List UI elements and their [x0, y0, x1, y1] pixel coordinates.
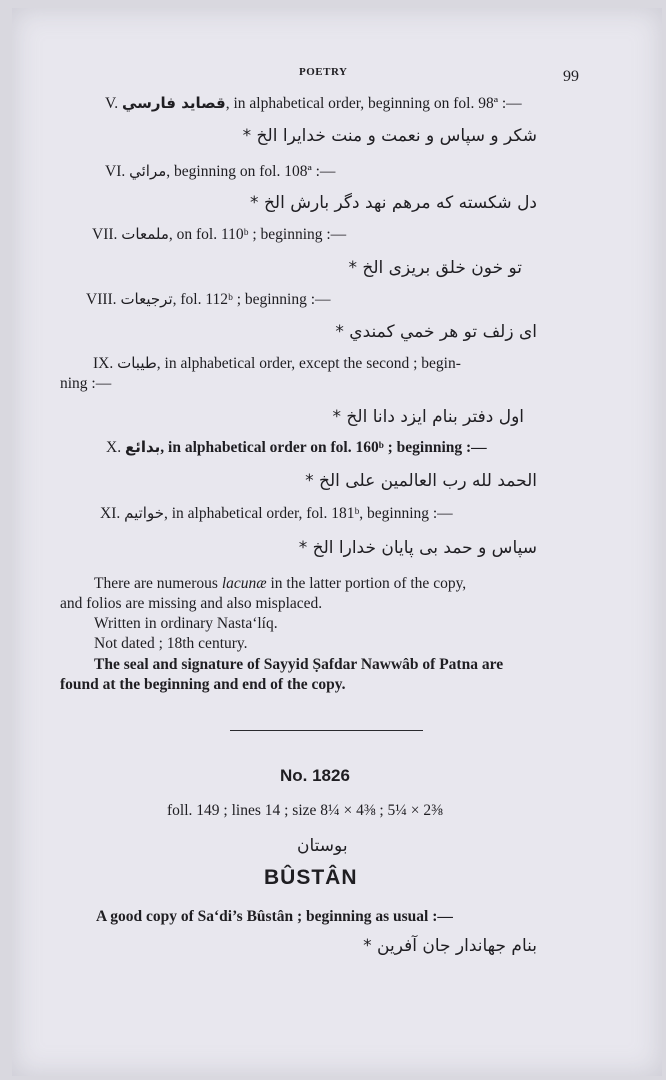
entry-text: , fol. 112ᵇ ; beginning :—: [172, 291, 331, 308]
entry-ix: [93, 354, 461, 373]
entry-vii: [92, 225, 346, 244]
persian-title: بوستان: [297, 836, 348, 856]
page-number: 99: [563, 68, 579, 85]
notes-line-6: found at the beginning and end of the copy.: [60, 676, 346, 693]
entry-x-verse: الحمد لله رب العالمین علی الخ *: [305, 471, 537, 491]
section-divider: [230, 730, 423, 731]
entry-xi-verse: سپاس و حمد بی پایان خدارا الخ *: [298, 538, 537, 558]
entry-ix-verse: اول دفتر بنام ایزد دانا الخ *: [332, 407, 524, 427]
running-head: POETRY: [299, 66, 348, 78]
entry-arabic-heading: مرائي: [129, 162, 167, 180]
entry-v-verse: شکر و سپاس و نعمت و منت خدایرا الخ *: [242, 126, 537, 146]
notes-italic-term: lacunæ: [221, 575, 267, 592]
entry-vii-verse: تو خون خلق بریزی الخ *: [348, 258, 522, 278]
entry-viii-verse: ای زلف تو هر خمي کمندي *: [335, 322, 537, 342]
entry-ix-continued: ning :—: [60, 375, 112, 392]
entry-text: , in alphabetical order on fol. 160ᵇ ; beginning :—: [160, 439, 487, 456]
entry-arabic-heading: بدائع: [124, 438, 161, 456]
entry-number: V.: [105, 95, 119, 112]
entry-number: IX.: [93, 355, 114, 372]
manuscript-description: A good copy of Sa‘di’s Bûstân ; beginning as usual :—: [96, 908, 453, 925]
book-page: [12, 8, 662, 1076]
entry-arabic-heading: ملمعات: [121, 225, 169, 243]
notes-line-3: Written in ordinary Nasta‘líq.: [94, 615, 278, 632]
entry-number: VI.: [105, 163, 126, 180]
entry-number: XI.: [100, 505, 121, 522]
notes-text: There are numerous: [94, 575, 222, 592]
entry-arabic-heading: خواتيم: [124, 504, 164, 522]
entry-text: , in alphabetical order, beginning on fol. 98ª :—: [225, 95, 522, 112]
manuscript-details: foll. 149 ; lines 14 ; size 8¼ × 4⅜ ; 5¼ × 2⅜: [167, 802, 443, 819]
entry-vi: [105, 162, 335, 181]
manuscript-number: No. 1826: [280, 766, 350, 785]
entry-vi-verse: دل شکسته که مرهم نهد دگر بارش الخ *: [250, 193, 537, 213]
notes-text: in the latter portion of the copy,: [266, 575, 467, 592]
entry-text: , beginning on fol. 108ª :—: [166, 163, 336, 180]
entry-arabic-heading: طيبات: [117, 354, 157, 372]
entry-x: [106, 438, 487, 457]
notes-line-2: and folios are missing and also misplaced.: [60, 595, 323, 612]
manuscript-opening-verse: بنام جهاندار جان آفرین *: [363, 936, 537, 956]
entry-number: VIII.: [86, 291, 117, 308]
manuscript-title: BÛSTÂN: [264, 866, 358, 889]
notes-line-1: [94, 573, 466, 595]
entry-xi: [100, 504, 453, 523]
entry-arabic-heading: قصايد فارسي: [121, 94, 226, 112]
entry-text: , in alphabetical order, except the second ; begin-: [156, 355, 461, 372]
entry-text: , on fol. 110ᵇ ; beginning :—: [168, 226, 347, 243]
notes-line-4: Not dated ; 18th century.: [94, 635, 248, 652]
entry-arabic-heading: ترجيعات: [120, 290, 173, 308]
entry-v: [105, 94, 522, 113]
entry-viii: [86, 290, 331, 309]
entry-number: VII.: [92, 226, 118, 243]
entry-text: , in alphabetical order, fol. 181ᵇ, beginning :—: [163, 505, 453, 522]
entry-number: X.: [106, 439, 122, 456]
notes-line-5: The seal and signature of Sayyid Ṣafdar Nawwâb of Patna are: [94, 656, 504, 673]
